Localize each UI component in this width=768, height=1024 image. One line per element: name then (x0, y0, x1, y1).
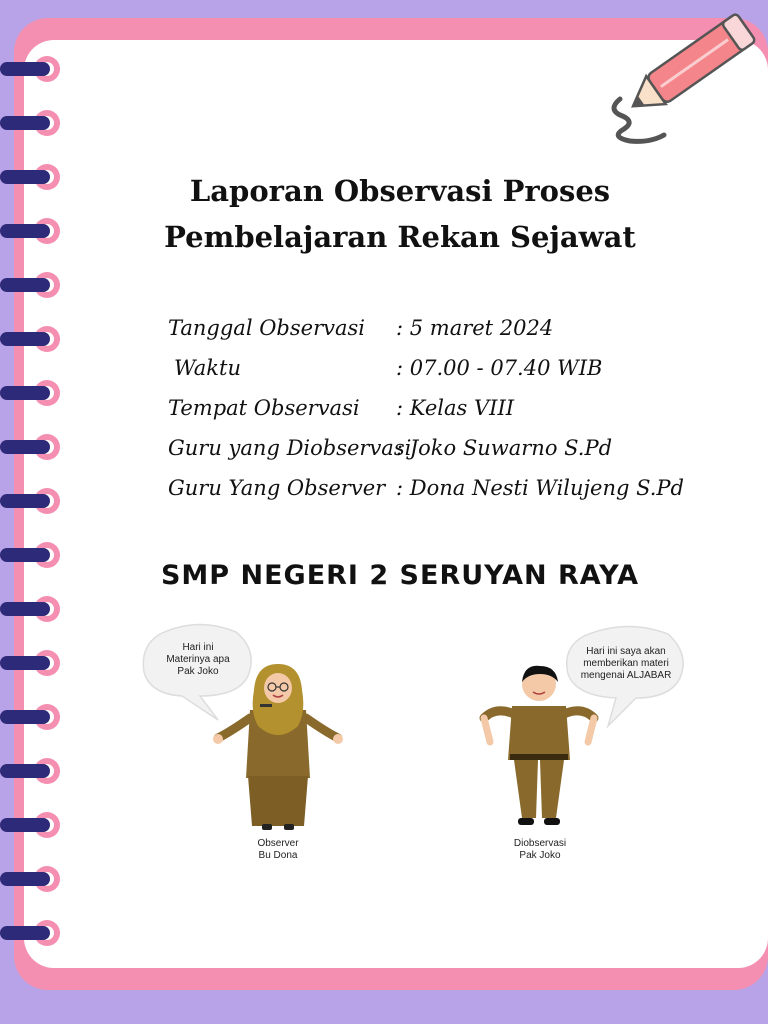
ring-bar (0, 602, 50, 616)
info-row-observed-teacher (168, 436, 728, 476)
caption-line: Diobservasi (513, 838, 567, 849)
bubble-line: mengenai ALJABAR (580, 670, 672, 681)
binding-ring (0, 866, 62, 892)
ring-bar (0, 224, 50, 238)
binding-ring (0, 488, 62, 514)
pencil-icon (600, 4, 768, 154)
info-row-observer-teacher (168, 476, 728, 516)
ring-bar (0, 872, 50, 886)
bubble-line: Materinya apa (166, 654, 230, 665)
ring-bar (0, 440, 50, 454)
ring-bar (0, 278, 50, 292)
bubble-line: Hari ini (182, 642, 214, 653)
binding-ring (0, 218, 62, 244)
binding-ring (0, 110, 62, 136)
binding-ring (0, 542, 62, 568)
document-title (100, 168, 700, 260)
info-row-place (168, 396, 728, 436)
bubble-line: Pak Joko (177, 666, 219, 677)
ring-bar (0, 62, 50, 76)
info-row-date (168, 316, 728, 356)
ring-bar (0, 710, 50, 724)
info-label: Tempat Observasi (168, 396, 360, 420)
ring-bar (0, 494, 50, 508)
info-value: : Joko Suwarno S.Pd (396, 436, 613, 460)
info-label: Waktu (174, 356, 241, 380)
info-label: Guru Yang Observer (168, 476, 386, 500)
observed-teacher-figure (474, 662, 604, 832)
info-label: Tanggal Observasi (168, 316, 365, 340)
ring-bar (0, 170, 50, 184)
school-name: SMP NEGERI 2 SERUYAN RAYA (160, 560, 639, 591)
title-line-2: Pembelajaran Rekan Sejawat (164, 220, 636, 254)
ring-bar (0, 818, 50, 832)
bubble-line: memberikan materi (583, 658, 669, 669)
binding-ring (0, 272, 62, 298)
ring-bar (0, 926, 50, 940)
info-label: Guru yang Diobservasi (168, 436, 412, 460)
binding-ring (0, 758, 62, 784)
ring-bar (0, 548, 50, 562)
ring-bar (0, 116, 50, 130)
info-value: : Kelas VIII (396, 396, 515, 420)
ring-bar (0, 764, 50, 778)
binding-ring (0, 650, 62, 676)
observed-caption (500, 838, 580, 862)
binding-ring (0, 812, 62, 838)
caption-line: Bu Dona (258, 850, 298, 861)
ring-bar (0, 386, 50, 400)
ring-bar (0, 656, 50, 670)
info-value: : 07.00 - 07.40 WIB (396, 356, 603, 380)
bubble-line: Hari ini saya akan (586, 646, 666, 657)
binding-ring (0, 704, 62, 730)
info-value: : 5 maret 2024 (396, 316, 554, 340)
caption-line: Pak Joko (519, 850, 561, 861)
title-line-1: Laporan Observasi Proses (189, 174, 611, 208)
ring-bar (0, 332, 50, 346)
observer-caption (238, 838, 318, 862)
binding-ring (0, 56, 62, 82)
binding-ring (0, 434, 62, 460)
spiral-binding (0, 0, 70, 1024)
info-value: : Dona Nesti Wilujeng S.Pd (396, 476, 685, 500)
caption-line: Observer (257, 838, 299, 849)
binding-ring (0, 326, 62, 352)
info-row-time (168, 356, 728, 396)
observer-teacher-figure (210, 660, 346, 834)
binding-ring (0, 164, 62, 190)
binding-ring (0, 920, 62, 946)
binding-ring (0, 596, 62, 622)
binding-ring (0, 380, 62, 406)
